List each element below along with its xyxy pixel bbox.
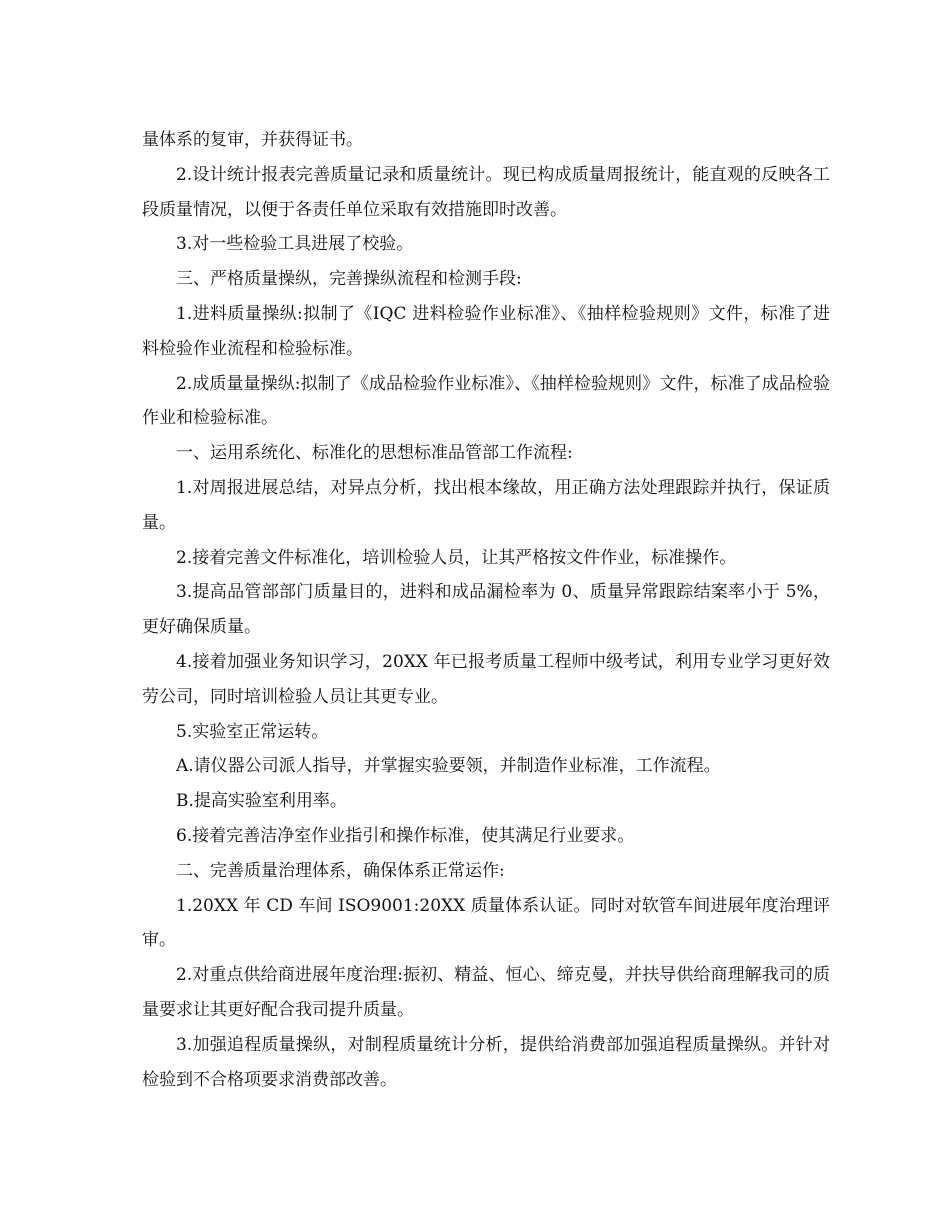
paragraph: 3.加强追程质量操纵，对制程质量统计分析，提供给消费部加强追程质量操纵。并针对检验到不合格项要求消费部改善。	[142, 1034, 830, 1090]
paragraph: 3.提高品管部部门质量目的，进料和成品漏检率为 0、质量异常跟踪结案率小于 5%，更好确保质量。	[142, 582, 830, 638]
paragraph: A.请仪器公司派人指导，并掌握实验要领，并制造作业标准，工作流程。	[176, 756, 721, 777]
paragraph: 3.对一些检验工具进展了校验。	[176, 234, 414, 255]
paragraph: 2.成质量量操纵:拟制了《成品检验作业标准》、《抽样检验规则》文件，标准了成品检验作业和检验标准。	[142, 373, 830, 429]
paragraph: 1.20XX 年 CD 车间 ISO9001:20XX 质量体系认证。同时对软管车间进展年度治理评审。	[142, 895, 830, 951]
document-body	[142, 123, 830, 1097]
paragraph: 2.对重点供给商进展年度治理:振初、精益、恒心、缔克曼，并扶导供给商理解我司的质量要求让其更好配合我司提升质量。	[142, 965, 830, 1020]
paragraph: 4.接着加强业务知识学习，20XX 年已报考质量工程师中级考试，利用专业学习更好效劳公司，同时培训检验人员让其更专业。	[142, 651, 830, 707]
section-heading: 一、运用系统化、标准化的思想标准品管部工作流程:	[176, 443, 573, 464]
paragraph: 1.对周报进展总结，对异点分析，找出根本缘故，用正确方法处理跟踪并执行，保证质量。	[142, 477, 830, 533]
paragraph: 1.进料质量操纵:拟制了《IQC 进料检验作业标准》、《抽样检验规则》文件，标准了进料检验作业流程和检验标准。	[142, 303, 830, 359]
paragraph: 2.设计统计报表完善质量记录和质量统计。现已构成质量周报统计，能直观的反映各工段质量情况，以便于各责任单位采取有效措施即时改善。	[142, 164, 830, 220]
section-heading: 三、严格质量操纵，完善操纵流程和检测手段:	[176, 269, 522, 290]
paragraph: 2.接着完善文件标准化，培训检验人员，让其严格按文件作业，标准操作。	[176, 547, 737, 568]
paragraph: B.提高实验室利用率。	[176, 791, 347, 812]
section-heading: 二、完善质量治理体系，确保体系正常运作:	[176, 860, 505, 881]
paragraph: 6.接着完善洁净室作业指引和操作标准，使其满足行业要求。	[176, 825, 635, 846]
paragraph: 量体系的复审，并获得证书。	[142, 130, 363, 150]
paragraph: 5.实验室正常运转。	[176, 721, 329, 742]
